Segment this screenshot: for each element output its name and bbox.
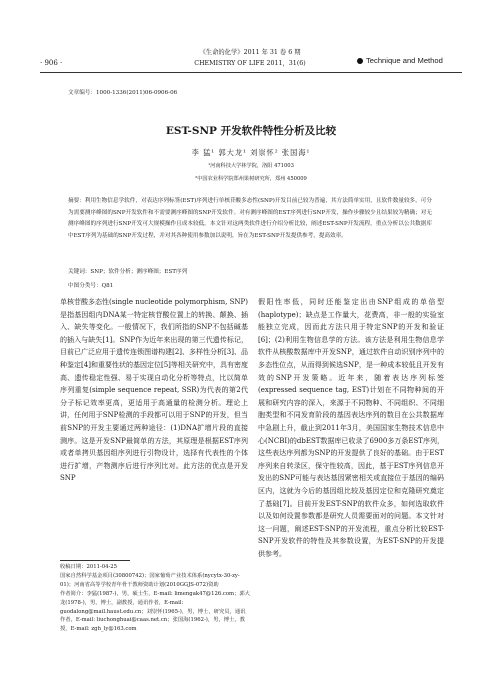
journal-name-cn: 《生命的化学》2011 年 31 卷 6 期 <box>199 49 301 56</box>
section-header <box>357 56 443 65</box>
section-label: Technique and Method <box>366 56 443 65</box>
author-bio: 作者简介：李猛(1987-)，男，硕士生，E-mail: limengak47@126.com；郭大龙(1978-)，男，博士，副教授，通讯作者，E-mail: guodalong@mail.haust.edu.cn；刘崇怀(1965-)，男，博士，研究员，通讯作者，E-mail: liuchonghuai@caas.net.cn；张国海(1962-)，男，博士，教授，E-mail: zgh_ly@163.com <box>60 590 250 633</box>
affiliation-1: ¹河南科技大学林学院，洛阳 471003 <box>208 163 294 169</box>
footnote-divider <box>60 560 130 561</box>
paper-title: EST-SNP 开发软件特性分析及比较 <box>165 125 337 137</box>
author-list: 李 猛¹ 郭大龙¹ 刘崇怀² 张国海¹ <box>191 148 311 157</box>
journal-header <box>150 47 350 69</box>
funding-note: 国家自然科学基金项目(30800742)；国家葡萄产业技术体系(nycytx-30-zy-01)；河南省高等学校青年骨干教师资助计划(2010GGJS-072)资助 <box>60 572 240 588</box>
affiliation-2: ²中国农业科学院郑州果树研究所，郑州 450009 <box>195 176 307 182</box>
body-paragraph: 假阳性率低，同时还能鉴定出由SNP组成的单倍型(haplotype)；缺点是工作量大，花费高，非一般的实验室能独立完成，因而此方法只用于特定SNP的开发和验证[6]；(2)利用生物信息学的方法。该方法是利用生物信息学软件从核酸数据库中开发SNP，通过软件自动识别序列中的多态性位点，从而得到候选SNP，是一种成本较低且开发有效的SNP开发策略。近年来，随着表达序列标签(expressed sequence tag, EST)计划在不同物种间的开展和研究内容的深入，来源于不同物种、不同组织、不同细胞类型和不同发育阶段的基因表达序列的数目在公共数据库中急剧上升，截止到2011年3月，美国国家生物技术信息中心(NCBI)的dbEST数据库已收录了6900多万条EST序列，这些表达序列都为SNP的开发提供了良好的基础。由于EST序列来自转录区，保守性较高，因此，基于EST序列信息开发出的SNP可能与表达基因紧密相关或直接位于基因的编码区内，这就为今后的基因组比较及基因定位和克隆研究奠定了基础[7]。目前开发EST-SNP的软件众多，如何选取软件以及如何设置参数都是研究人员需要面对的问题。本文针对这一问题，阐述EST-SNP的开发流程，重点分析比较EST-SNP开发软件的特性及其参数设置，为EST-SNP的开发提供参考。 <box>258 298 444 558</box>
body-column-left <box>60 296 248 485</box>
page-number: · 906 · <box>40 59 63 67</box>
bullet-icon <box>357 58 363 64</box>
body-column-right <box>258 296 444 560</box>
header-divider <box>40 72 462 73</box>
classification-number: 中图分类号：Q81 <box>68 283 114 289</box>
footnote <box>60 563 250 634</box>
abstract: 摘要：利用生物信息学软件，对表达序列标签(EST)序列进行单核苷酸多态性(SNP)开发目前已较为普遍，其方法简单实用，且软件数量较多，可分为需要测序峰图的SNP开发软件和不需要测序峰图的SNP开发软件。对有测序峰图的EST序列进行SNP开发，操作步骤较少且结果较为精确；对无测序峰图的序列进行SNP开发可大规模操作且成本较低。本文针对这两类软件进行介绍分析比较，阐述EST-SNP开发流程，重点分析以公共数据库中EST序列为基础的SNP开发过程，并对其各种使用参数加以说明，旨在为EST-SNP开发提供参考，提高效率。 <box>68 198 432 240</box>
body-paragraph: 单核苷酸多态性(single nucleotide polymorphism, SNP)是指基因组内DNA某一特定核苷酸位置上的转换、颠换、插入、缺失等变化。一般情况下，我们所指的SNP不包括碱基的插入与缺失[1]。SNP作为近年来出现的第三代遗传标记，目前已广泛应用于遗传连锁图谱构建[2]、多样性分析[3]、品种鉴定[4]和重要性状的基因定位[5]等相关研究中，具有密度高、遗传稳定性强、易于实现自动化分析等特点，比以简单序列重复(simple sequence repeat, SSR)为代表的第2代分子标记效率更高，更适用于高通量的检测分析。理论上讲，任何用于SNP检测的手段都可以用于SNP的开发，但当前SNP的开发主要通过两种途径：(1)DNA扩增片段的直接测序。这是开发SNP最简单的方法，其原理是根据EST序列或者单拷贝基因组序列进行引物设计，选择有代表性的个体进行扩增，产物测序后进行序列比对。此方法的优点是开发SNP <box>60 298 248 483</box>
article-number: 文章编号：1000-1336(2011)06-0906-06 <box>68 90 178 96</box>
journal-name-en: CHEMISTRY OF LIFE 2011，31(6) <box>194 60 306 67</box>
keywords: 关键词：SNP；软件分析；测序峰图；EST序列 <box>68 269 188 275</box>
received-date: 收稿日期：2011-04-25 <box>60 564 118 570</box>
